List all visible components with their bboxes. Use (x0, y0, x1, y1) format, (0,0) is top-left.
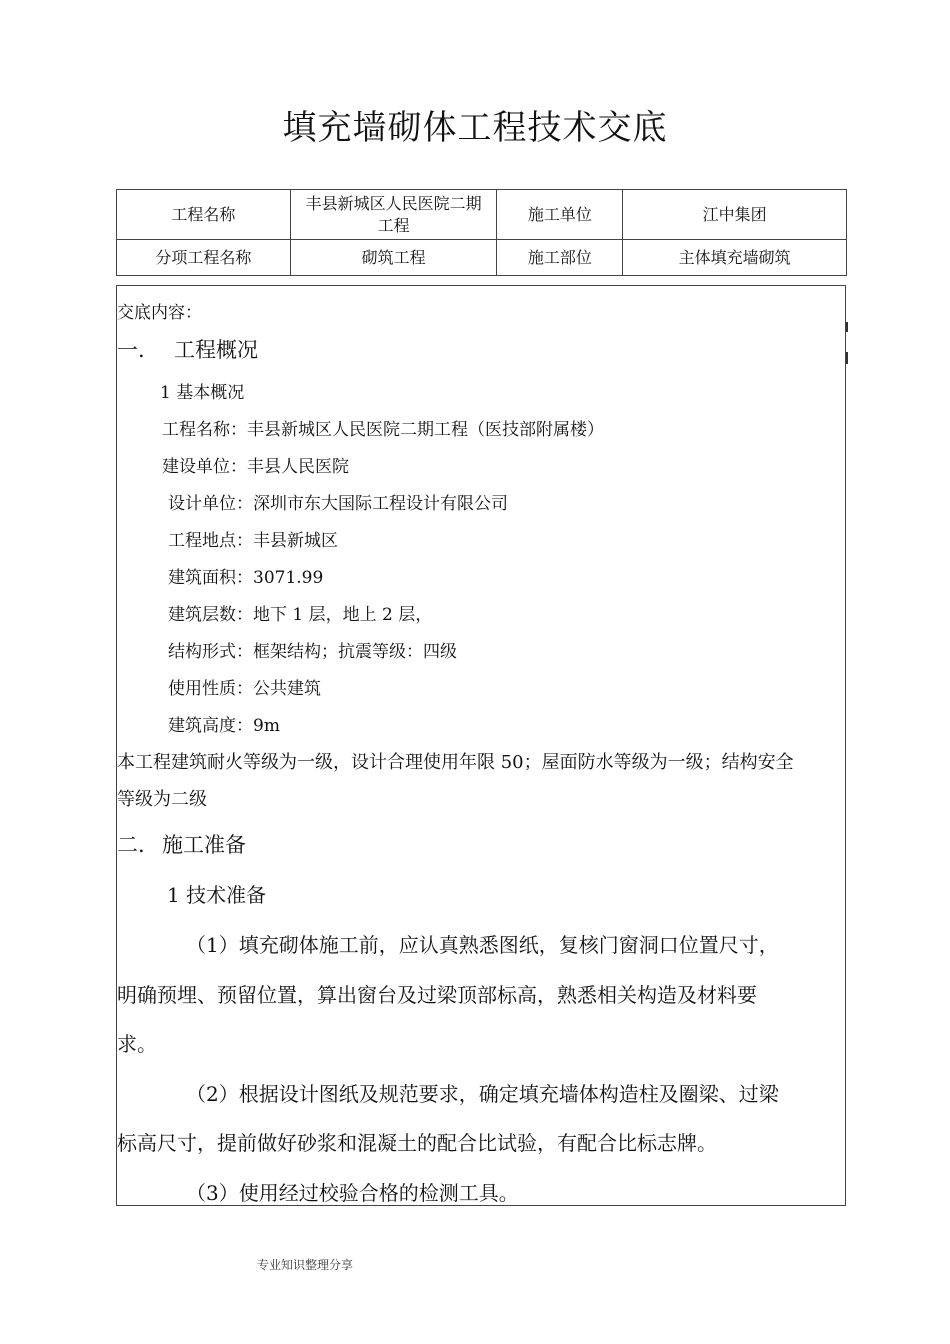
overview-summary-line: 等级为二级 (117, 789, 207, 810)
overview-summary-line: 本工程建筑耐火等级为一级，设计合理使用年限 50；屋面防水等级为一级；结构安全 (117, 752, 794, 773)
project-name-value (290, 190, 497, 240)
section-1-subheading: 1 基本概况 (160, 383, 245, 403)
paragraph-line: 求。 (117, 1032, 157, 1056)
section-2-subheading: 1 技术准备 (167, 883, 267, 907)
section-2-title: 施工准备 (162, 833, 246, 857)
project-name-label: 工程名称 (117, 190, 291, 240)
content-intro: 交底内容： (117, 303, 202, 323)
paragraph-line: （3）使用经过校验合格的检测工具。 (186, 1181, 519, 1205)
paragraph-line: 明确预埋、预留位置，算出窗台及过梁顶部标高，熟悉相关构造及材料要 (117, 983, 757, 1007)
overview-item: 工程地点：丰县新城区 (168, 531, 338, 551)
sub-project-label: 分项工程名称 (117, 240, 291, 276)
project-name-line-1: 丰县新城区人民医院二期 (305, 193, 482, 213)
document-title: 填充墙砌体工程技术交底 (282, 108, 668, 148)
project-info-table (116, 189, 847, 276)
edge-mark (846, 322, 848, 332)
info-row-1 (117, 190, 847, 240)
page-footer: 专业知识整理分享 (257, 1258, 354, 1272)
sub-project-value: 砌筑工程 (290, 240, 497, 276)
contractor-label: 施工单位 (497, 190, 623, 240)
paragraph-line: （1）填充砌体施工前，应认真熟悉图纸，复核门窗洞口位置尺寸， (186, 933, 779, 957)
paragraph-line: （2）根据设计图纸及规范要求，确定填充墙体构造柱及圈梁、过梁 (186, 1082, 779, 1106)
section-2-number: 二. (117, 833, 145, 857)
section-1-number: 一. (117, 338, 145, 362)
info-row-2 (117, 240, 847, 276)
section-1-title: 工程概况 (174, 338, 258, 362)
overview-item: 结构形式：框架结构；抗震等级：四级 (168, 642, 457, 662)
paragraph-line: 标高尺寸，提前做好砂浆和混凝土的配合比试验，有配合比标志牌。 (117, 1131, 717, 1155)
location-value: 主体填充墙砌筑 (623, 240, 847, 276)
overview-item: 建设单位：丰县人民医院 (162, 457, 349, 477)
overview-item: 工程名称：丰县新城区人民医院二期工程（医技部附属楼） (162, 420, 604, 440)
contractor-value: 江中集团 (623, 190, 847, 240)
overview-item: 设计单位：深圳市东大国际工程设计有限公司 (168, 494, 508, 514)
project-name-line-2: 工程 (377, 215, 410, 235)
location-label: 施工部位 (497, 240, 623, 276)
overview-item: 建筑层数：地下 1 层，地上 2 层， (168, 605, 433, 625)
overview-item: 使用性质：公共建筑 (168, 679, 321, 699)
overview-item: 建筑面积：3071.99 (168, 568, 324, 588)
overview-item: 建筑高度：9m (168, 716, 280, 736)
edge-mark (846, 352, 848, 364)
